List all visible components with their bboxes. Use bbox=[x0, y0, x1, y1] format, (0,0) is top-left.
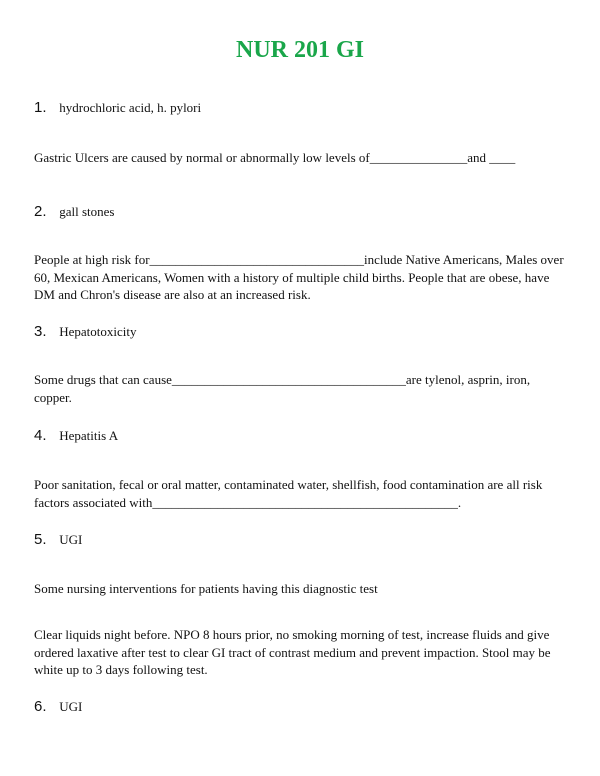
question-1-text: Gastric Ulcers are caused by normal or abnormally low levels of_______________and ____ bbox=[34, 150, 516, 165]
question-2-answer: gall stones bbox=[59, 204, 115, 219]
question-6-number: 6. bbox=[34, 698, 47, 715]
question-2-text: People at high risk for_________________________________include Native Americans, Males over 60, Mexican Americans, Women with a history of multiple child births. People that are obese, have DM and Chron's disease are also at an increased risk. bbox=[34, 252, 564, 302]
question-3-number: 3. bbox=[34, 323, 47, 340]
question-1-number: 1. bbox=[34, 99, 47, 116]
question-1 bbox=[34, 100, 201, 116]
question-4 bbox=[34, 428, 118, 444]
question-2 bbox=[34, 204, 115, 220]
question-3-text: Some drugs that can cause____________________________________are tylenol, asprin, iron, copper. bbox=[34, 372, 531, 405]
question-1-answer: hydrochloric acid, h. pylori bbox=[59, 100, 202, 115]
question-5-answer: UGI bbox=[59, 532, 83, 547]
question-4-text: Poor sanitation, fecal or oral matter, contaminated water, shellfish, food contamination are all risk factors associated with_______________________________________________. bbox=[34, 477, 543, 510]
question-6 bbox=[34, 699, 82, 715]
question-2-number: 2. bbox=[34, 203, 47, 220]
question-5-text: Some nursing interventions for patients having this diagnostic test bbox=[34, 581, 378, 596]
page-title: NUR 201 GI bbox=[235, 37, 364, 63]
question-5-detail: Clear liquids night before. NPO 8 hours prior, no smoking morning of test, increase fluids and give ordered laxative after test to clear GI tract of contrast medium and prevent impaction. Stool may be white up to 3 days following test. bbox=[34, 627, 551, 677]
question-3 bbox=[34, 324, 137, 340]
question-6-answer: UGI bbox=[59, 699, 83, 714]
question-3-answer: Hepatotoxicity bbox=[59, 324, 137, 339]
question-5 bbox=[34, 532, 82, 548]
question-5-number: 5. bbox=[34, 531, 47, 548]
question-4-answer: Hepatitis A bbox=[59, 428, 119, 443]
question-4-number: 4. bbox=[34, 427, 47, 444]
